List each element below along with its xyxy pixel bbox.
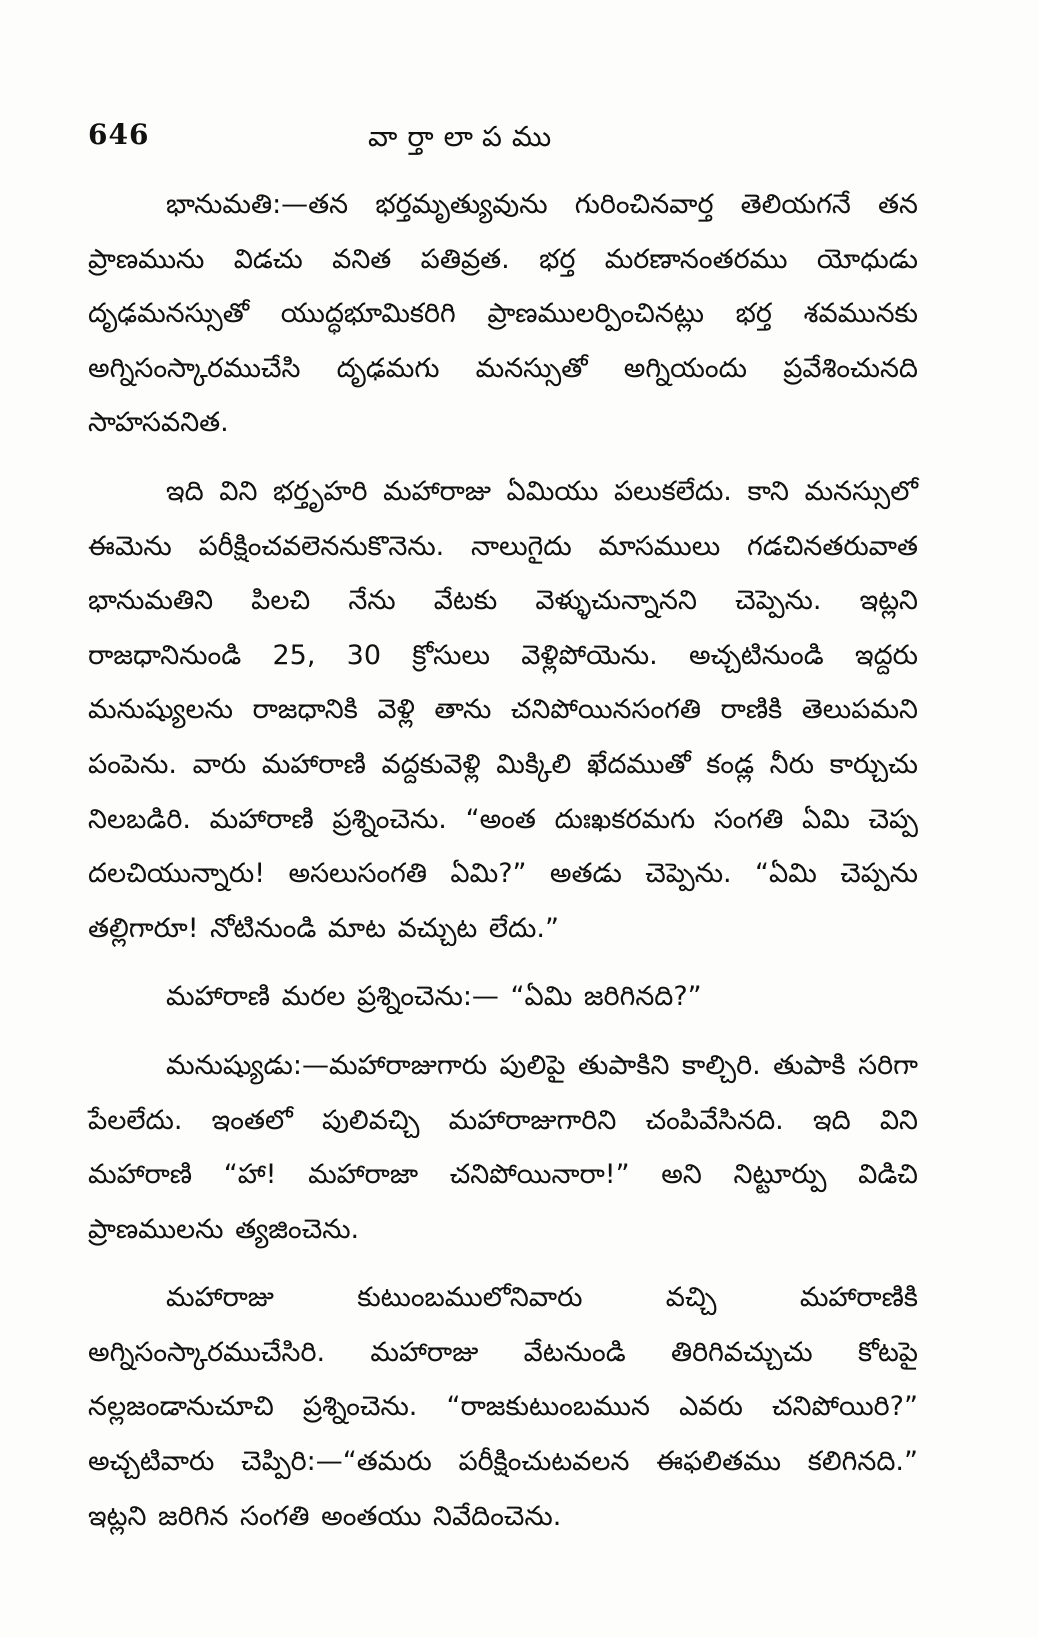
paragraph-king-returns: మహారాజు కుటుంబములోనివారు వచ్చి మహారాణికి అగ్నిసంస్కారముచేసిరి. మహారాజు వేటనుండి తిరిగివచ్చుచు కోటపై నల్లజండానుచూచి ప్రశ్నించెను. “రాజకుటుంబమున ఎవరు చనిపోయిరి?” అచ్చటివారు చెప్పిరి:—“తమరు పరీక్షించుటవలన ఈఫలితము కలిగినది.” ఇట్లని జరిగిన సంగతి అంతయు నివేదించెను. — [88, 1282, 918, 1532]
paragraph-king-test: ఇది విని భర్తృహరి మహారాజు ఏమియు పలుకలేదు. కాని మనస్సులో ఈమెను పరీక్షించవలెననుకొనెను. నాలుగైదు మాసములు గడచినతరువాత భానుమతిని పిలచి నేను వేటకు వెళ్ళుచున్నానని చెప్పెను. ఇట్లని రాజధానినుండి 25, 30 క్రోసులు వెళ్లిపోయెను. అచ్చటినుండి ఇద్దరు మనుష్యులను రాజధానికి వెళ్లి తాను చనిపోయినసంగతి రాణికి తెలుపమని పంపెను. వారు మహారాణి వద్దకువెళ్లి మిక్కిలి ఖేదముతో కండ్ల నీరు కార్చుచు నిలబడిరి. మహారాణి ప్రశ్నించెను. “అంత దుఃఖకరమగు సంగతి ఏమి చెప్ప దలచియున్నారు! అసలుసంగతి ఏమి?” అతడు చెప్పెను. “ఏమి చెప్పను తల్లిగారూ! నోటినుండి మాట వచ్చుట లేదు.” — [88, 475, 918, 944]
paragraph-queen-asks: మహారాణి మరల ప్రశ్నించెను:— “ఏమి జరిగినది?” — [166, 981, 702, 1013]
paragraph-bhanumati-speech: భానుమతి:—తన భర్తమృత్యువును గురించినవార్త తెలియగనే తన ప్రాణమును విడచు వనిత పతివ్రత. భర్త మరణానంతరము యోధుడు దృఢమనస్సుతో యుద్ధభూమికరిగి ప్రాణములర్పించినట్లు భర్త శవమునకు అగ్నిసంస్కారముచేసి దృఢమగు మనస్సుతో అగ్నియందు ప్రవేశించునది సాహసవనిత. — [88, 189, 918, 439]
page-header — [88, 118, 918, 158]
body-text — [88, 178, 918, 1550]
running-title: వార్తాలాపము — [368, 120, 562, 153]
paragraph-messenger-reply: మనుష్యుడు:—మహారాజుగారు పులిపై తుపాకిని కాల్చిరి. తుపాకి సరిగా పేలలేదు. ఇంతలో పులివచ్చి మహారాజుగారిని చంపివేసినది. ఇది విని మహారాణి “హా! మహారాజా చనిపోయినారా!” అని నిట్టూర్పు విడిచి ప్రాణములను త్యజించెను. — [88, 1049, 918, 1245]
page-number: 646 — [88, 118, 150, 151]
